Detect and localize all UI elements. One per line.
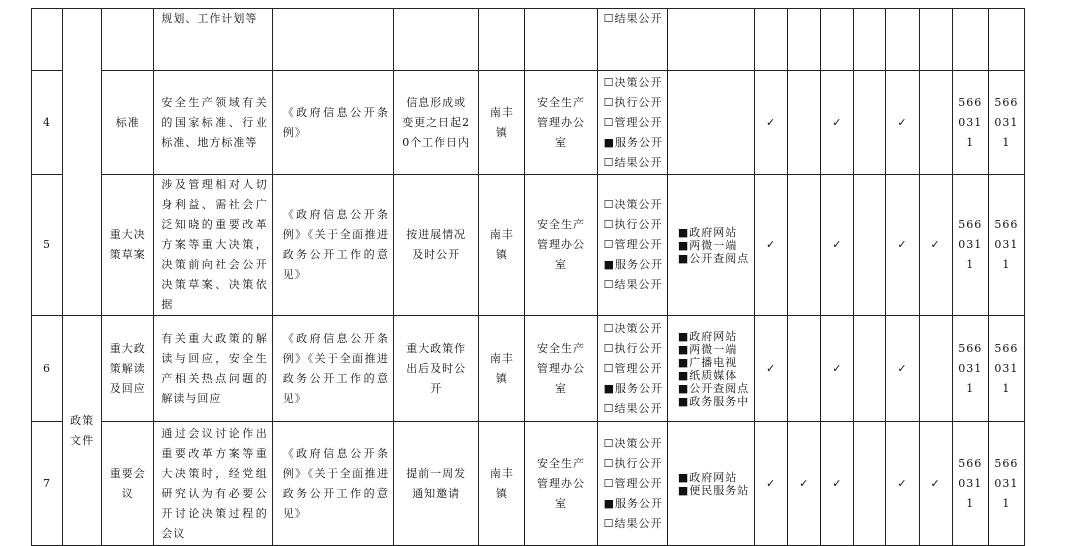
tick-cell: [821, 9, 854, 71]
channel-item: ■两微一端: [677, 342, 738, 356]
channels: [667, 71, 754, 175]
tick-cell: ✓: [821, 71, 854, 175]
tick-cell: [788, 175, 821, 316]
tick-cell: [854, 175, 886, 316]
department: 安全生产管理办公室: [525, 316, 597, 422]
subject: 南丰镇: [479, 316, 525, 422]
table-row: [32, 316, 1025, 422]
department: 安全生产管理办公室: [525, 175, 597, 316]
option-execution: ☐执行公开: [603, 341, 663, 355]
item-name: [102, 9, 154, 71]
item-name: 重大决策草案: [102, 175, 154, 316]
item-name: 重大政策解读及回应: [102, 316, 154, 422]
tick-cell: ✓: [886, 316, 919, 422]
time-limit: [394, 9, 479, 71]
code-line: 031: [958, 115, 983, 129]
option-decision: ☐决策公开: [603, 436, 663, 450]
tick-cell: ✓: [919, 422, 952, 546]
tick-cell: ✓: [886, 71, 919, 175]
department: 安全生产管理办公室: [525, 422, 597, 546]
code-cell: [988, 9, 1024, 71]
tick-cell: ✓: [821, 422, 854, 546]
option-result: ☐结果公开: [603, 401, 663, 415]
tick-cell: [919, 9, 952, 71]
tick-cell: ✓: [755, 422, 788, 546]
basis: 《政府信息公开条例》: [272, 71, 393, 175]
option-management: ☐管理公开: [603, 476, 663, 490]
disclosure-options: [597, 71, 667, 175]
item-name: 重要会议: [102, 422, 154, 546]
basis: 《政府信息公开条例》《关于全面推进政务公开工作的意见》: [272, 422, 393, 546]
department: [525, 9, 597, 71]
tick-cell: ✓: [886, 422, 919, 546]
code-line: 031: [994, 238, 1019, 251]
option-execution: ☐执行公开: [603, 95, 663, 109]
row-number: [32, 9, 63, 71]
channels: [667, 175, 754, 316]
option-result: ☐结果公开: [603, 278, 663, 291]
time-limit: 提前一周发通知邀请: [394, 422, 479, 546]
row-number: 5: [32, 175, 63, 316]
option-result: ☐结果公开: [603, 516, 663, 530]
code-cell: [952, 422, 988, 546]
option-decision: ☐决策公开: [603, 198, 663, 211]
disclosure-options: [597, 422, 667, 546]
option-decision: ☐决策公开: [603, 75, 663, 89]
tick-cell: [886, 9, 919, 71]
row-number: 7: [32, 422, 63, 546]
tick-cell: ✓: [755, 175, 788, 316]
option-service: ■服务公开: [603, 258, 664, 271]
code-cell: [952, 175, 988, 316]
category-policy: 政策文件: [63, 316, 102, 546]
tick-cell: [755, 9, 788, 71]
code-line: 566: [958, 456, 983, 470]
channel-item: ■政府网站: [677, 329, 738, 343]
item-name: 标准: [102, 71, 154, 175]
code-line: 566: [994, 456, 1019, 470]
channel-item: ■政府网站: [677, 225, 738, 239]
channel-item: ■两微一端: [677, 238, 738, 252]
code-line: 031: [994, 115, 1019, 129]
tick-cell: [788, 71, 821, 175]
tick-cell: ✓: [821, 316, 854, 422]
disclosure-table: [31, 8, 1025, 546]
channel-item: ■纸质媒体: [677, 368, 738, 382]
subject: [479, 9, 525, 71]
disclosure-options: [597, 9, 667, 71]
code-line: 1: [966, 135, 975, 149]
tick-cell: [854, 71, 886, 175]
item-content: 涉及管理相对人切身利益、需社会广泛知晓的重要改革方案等重大决策，决策前向社会公开决策草案、决策依据: [154, 175, 272, 316]
channel-item: ■公开查阅点: [677, 251, 750, 265]
item-content: 规划、工作计划等: [154, 9, 272, 71]
tick-cell: [854, 316, 886, 422]
option-management: ☐管理公开: [603, 115, 663, 129]
tick-cell: ✓: [919, 175, 952, 316]
channel-item: ■政务服务中: [677, 394, 750, 408]
code-line: 1: [1002, 381, 1011, 395]
code-cell: [988, 71, 1024, 175]
code-line: 566: [958, 95, 983, 109]
subject: 南丰镇: [479, 175, 525, 316]
tick-cell: [788, 316, 821, 422]
item-content: 安全生产领域有关的国家标准、行业标准、地方标准等: [154, 71, 272, 175]
code-line: 031: [994, 361, 1019, 375]
item-content: 有关重大政策的解读与回应，安全生产相关热点问题的解读与回应: [154, 316, 272, 422]
channel-item: ■便民服务站: [677, 483, 750, 497]
option-service: ■服务公开: [603, 496, 664, 510]
basis: 《政府信息公开条例》《关于全面推进政务公开工作的意见》: [272, 316, 393, 422]
code-line: 566: [994, 341, 1019, 355]
code-line: 031: [994, 476, 1019, 490]
row-number: 6: [32, 316, 63, 422]
code-line: 1: [1002, 135, 1011, 149]
tick-cell: [854, 422, 886, 546]
option-management: ☐管理公开: [603, 238, 663, 251]
subject: 南丰镇: [479, 71, 525, 175]
tick-cell: ✓: [755, 71, 788, 175]
tick-cell: [919, 316, 952, 422]
code-cell: [988, 175, 1024, 316]
code-line: 566: [994, 95, 1019, 109]
category-cell-upper: [63, 9, 102, 316]
code-cell: [988, 316, 1024, 422]
basis: [272, 9, 393, 71]
department: 安全生产管理办公室: [525, 71, 597, 175]
tick-cell: ✓: [886, 175, 919, 316]
option-management: ☐管理公开: [603, 361, 663, 375]
time-limit: 重大政策作出后及时公开: [394, 316, 479, 422]
code-line: 566: [958, 341, 983, 355]
table-row: [32, 175, 1025, 316]
option-execution: ☐执行公开: [603, 218, 663, 231]
channels: [667, 316, 754, 422]
option-execution: ☐执行公开: [603, 456, 663, 470]
disclosure-options: [597, 175, 667, 316]
tick-cell: ✓: [755, 316, 788, 422]
option-result: ☐结果公开: [603, 155, 663, 169]
tick-cell: [919, 71, 952, 175]
code-line: 566: [994, 218, 1019, 231]
code-cell: [952, 71, 988, 175]
channels: [667, 9, 754, 71]
code-line: 031: [958, 238, 983, 251]
time-limit: 按进展情况及时公开: [394, 175, 479, 316]
code-line: 566: [958, 218, 983, 231]
code-cell: [988, 422, 1024, 546]
option-decision: ☐决策公开: [603, 321, 663, 335]
tick-cell: [788, 9, 821, 71]
tick-cell: ✓: [821, 175, 854, 316]
code-line: 1: [1002, 496, 1011, 510]
code-cell: [952, 316, 988, 422]
option-result: ☐结果公开: [603, 12, 663, 25]
option-service: ■服务公开: [603, 381, 664, 395]
basis: 《政府信息公开条例》《关于全面推进政务公开工作的意见》: [272, 175, 393, 316]
code-line: 1: [966, 258, 975, 271]
channel-item: ■政府网站: [677, 470, 738, 484]
option-service: ■服务公开: [603, 135, 664, 149]
time-limit: 信息形成或变更之日起20个工作日内: [394, 71, 479, 175]
row-number: 4: [32, 71, 63, 175]
code-cell: [952, 9, 988, 71]
channel-item: ■公开查阅点: [677, 381, 750, 395]
subject: 南丰镇: [479, 422, 525, 546]
disclosure-options: [597, 316, 667, 422]
channel-item: ■广播电视: [677, 355, 738, 369]
tick-cell: [854, 9, 886, 71]
code-line: 031: [958, 361, 983, 375]
channels: [667, 422, 754, 546]
tick-cell: ✓: [788, 422, 821, 546]
code-line: 1: [966, 496, 975, 510]
table-row: [32, 422, 1025, 546]
code-line: 1: [966, 381, 975, 395]
table-row: [32, 71, 1025, 175]
code-line: 1: [1002, 258, 1011, 271]
item-content: 通过会议讨论作出重要改革方案等重大决策时，经党组研究认为有必要公开讨论决策过程的会议: [154, 422, 272, 546]
table-row: [32, 9, 1025, 71]
code-line: 031: [958, 476, 983, 490]
